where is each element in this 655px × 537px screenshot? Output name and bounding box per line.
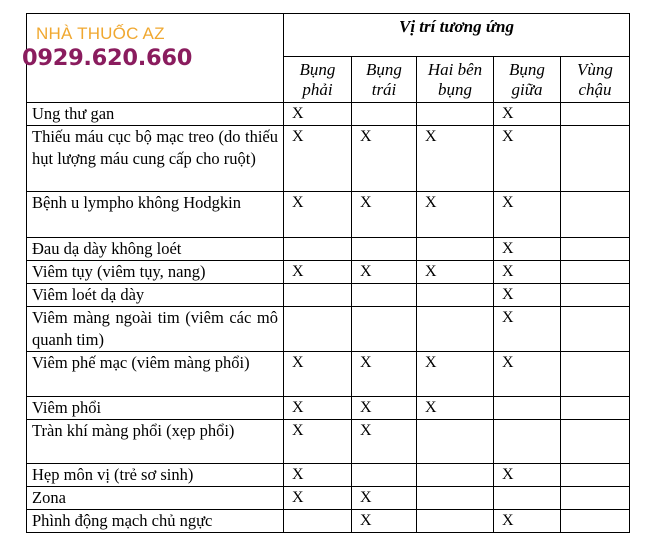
- location-mark: [561, 420, 630, 464]
- location-mark: [284, 307, 352, 352]
- location-mark: [352, 284, 417, 307]
- condition-label: Hẹp môn vị (trẻ sơ sinh): [27, 464, 284, 487]
- condition-label: Viêm phổi: [27, 397, 284, 420]
- location-mark: [284, 238, 352, 261]
- location-mark: [352, 464, 417, 487]
- location-mark: [352, 307, 417, 352]
- location-mark: [561, 126, 630, 192]
- condition-label: Viêm màng ngoài tim (viêm các mô quanh tim): [27, 307, 284, 352]
- location-mark: [561, 103, 630, 126]
- condition-label: Ung thư gan: [27, 103, 284, 126]
- location-mark: X: [417, 192, 494, 238]
- condition-label: Đau dạ dày không loét: [27, 238, 284, 261]
- location-mark: X: [284, 397, 352, 420]
- location-mark: [561, 238, 630, 261]
- table-row: [27, 510, 630, 533]
- location-mark: X: [494, 192, 561, 238]
- location-mark: [417, 420, 494, 464]
- location-mark: [417, 238, 494, 261]
- table-row: [27, 307, 630, 352]
- location-mark: X: [417, 352, 494, 397]
- location-mark: [494, 487, 561, 510]
- table-row: [27, 352, 630, 397]
- table-row: [27, 192, 630, 238]
- location-mark: X: [494, 464, 561, 487]
- table-row: [27, 487, 630, 510]
- location-mark: [417, 307, 494, 352]
- location-mark: X: [284, 261, 352, 284]
- column-header-hai-ben-bung: Hai bên bụng: [417, 57, 494, 103]
- location-mark: X: [494, 126, 561, 192]
- condition-label: Viêm tụy (viêm tụy, nang): [27, 261, 284, 284]
- column-header-vung-chau: Vùng chậu: [561, 57, 630, 103]
- location-mark: [561, 510, 630, 533]
- location-mark: X: [417, 397, 494, 420]
- location-mark: X: [494, 352, 561, 397]
- location-mark: X: [494, 284, 561, 307]
- column-header-bung-phai: Bụng phải: [284, 57, 352, 103]
- location-mark: X: [284, 126, 352, 192]
- table-row: [27, 284, 630, 307]
- group-header-row: [27, 14, 630, 57]
- location-mark: X: [352, 420, 417, 464]
- location-mark: X: [284, 464, 352, 487]
- location-mark: [494, 420, 561, 464]
- location-mark: [284, 510, 352, 533]
- location-mark: X: [352, 352, 417, 397]
- location-mark: X: [352, 487, 417, 510]
- location-mark: X: [352, 510, 417, 533]
- location-mark: [561, 397, 630, 420]
- location-mark: X: [284, 352, 352, 397]
- location-mark: X: [494, 238, 561, 261]
- location-mark: [352, 238, 417, 261]
- location-mark: [417, 510, 494, 533]
- location-mark: [561, 464, 630, 487]
- condition-label: Tràn khí màng phổi (xẹp phổi): [27, 420, 284, 464]
- location-mark: [352, 103, 417, 126]
- table-row: [27, 397, 630, 420]
- corner-cell: [27, 14, 284, 103]
- location-mark: X: [352, 126, 417, 192]
- location-mark: X: [284, 420, 352, 464]
- location-mark: X: [494, 103, 561, 126]
- location-mark: X: [352, 192, 417, 238]
- location-mark: [417, 487, 494, 510]
- location-mark: [561, 192, 630, 238]
- location-mark: [561, 284, 630, 307]
- location-mark: X: [284, 192, 352, 238]
- table-row: [27, 238, 630, 261]
- column-header-bung-giua: Bụng giữa: [494, 57, 561, 103]
- location-mark: X: [494, 261, 561, 284]
- location-mark: [417, 464, 494, 487]
- condition-label: Thiếu máu cục bộ mạc treo (do thiếu hụt lượng máu cung cấp cho ruột): [27, 126, 284, 192]
- condition-label: Phình động mạch chủ ngực: [27, 510, 284, 533]
- symptom-location-table: [26, 13, 630, 533]
- condition-label: Bệnh u lympho không Hodgkin: [27, 192, 284, 238]
- location-mark: X: [352, 397, 417, 420]
- column-header-bung-trai: Bụng trái: [352, 57, 417, 103]
- condition-label: Viêm phế mạc (viêm màng phổi): [27, 352, 284, 397]
- table-row: [27, 420, 630, 464]
- location-mark: X: [494, 510, 561, 533]
- location-mark: X: [417, 261, 494, 284]
- location-mark: [284, 284, 352, 307]
- location-mark: [561, 261, 630, 284]
- condition-label: Zona: [27, 487, 284, 510]
- watermark-phone: 0929.620.660: [22, 45, 193, 71]
- location-mark: [561, 307, 630, 352]
- location-mark: [561, 487, 630, 510]
- location-mark: [417, 103, 494, 126]
- location-mark: X: [352, 261, 417, 284]
- location-mark: [561, 352, 630, 397]
- location-mark: [494, 397, 561, 420]
- location-mark: [417, 284, 494, 307]
- watermark-brand: NHÀ THUỐC AZ: [36, 24, 165, 43]
- condition-label: Viêm loét dạ dày: [27, 284, 284, 307]
- table-row: [27, 103, 630, 126]
- group-header: Vị trí tương ứng: [284, 14, 630, 57]
- location-mark: X: [284, 103, 352, 126]
- location-mark: X: [417, 126, 494, 192]
- location-mark: X: [284, 487, 352, 510]
- table-row: [27, 464, 630, 487]
- location-mark: X: [494, 307, 561, 352]
- table-row: [27, 261, 630, 284]
- table-row: [27, 126, 630, 192]
